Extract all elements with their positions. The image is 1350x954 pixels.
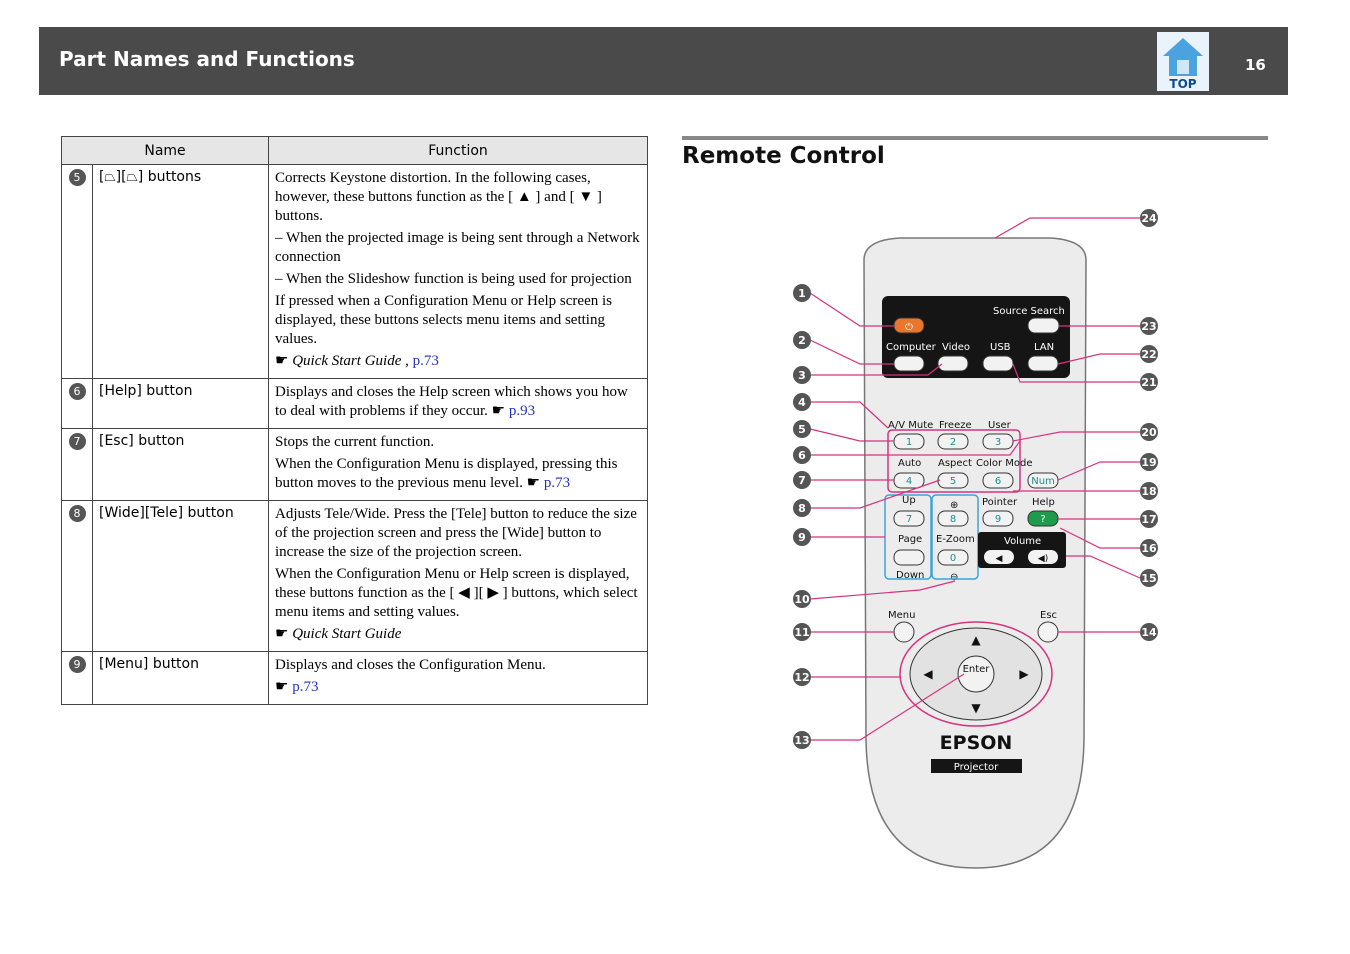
column-header-name: Name xyxy=(62,137,269,165)
reference-icon: ☛ xyxy=(275,353,289,369)
row-function: Adjusts Tele/Wide. Press the [Tele] button to reduce the size of the projection screen and press the [Wide] button to increase the size of the projection screen. When the Configuration Menu or Help screen is displayed, these buttons function as the [ ◀ ][ ▶ ] buttons, which select menu items and setting values. ☛ Quick Start Guide xyxy=(269,501,648,652)
usb-button[interactable] xyxy=(983,356,1013,371)
table-row xyxy=(62,501,648,652)
callout-number: 8 xyxy=(798,502,806,515)
page-link[interactable]: p.73 xyxy=(292,679,319,695)
video-button[interactable] xyxy=(938,356,968,371)
lan-button[interactable] xyxy=(1028,356,1058,371)
source-search-label: Source Search xyxy=(993,306,1065,317)
lan-label: LAN xyxy=(1034,342,1055,353)
row-number-badge: 6 xyxy=(69,383,86,400)
projector-label: Projector xyxy=(953,762,999,773)
key-4-label: 4 xyxy=(905,476,913,487)
callout-number: 12 xyxy=(794,671,810,684)
row-function: Displays and closes the Help screen which shows you how to deal with problems if they occur. ☛ p.93 xyxy=(269,379,648,429)
enter-label: Enter xyxy=(962,664,990,675)
left-callouts xyxy=(793,284,811,749)
key-6-label: 6 xyxy=(994,476,1002,487)
brand-logo: EPSON xyxy=(939,732,1013,754)
usb-label: USB xyxy=(990,342,1011,353)
volume-label: Volume xyxy=(1004,536,1042,547)
menu-button[interactable] xyxy=(894,622,914,642)
callout-number: 23 xyxy=(1141,320,1157,333)
callout-number: 22 xyxy=(1141,348,1157,361)
callout-number: 7 xyxy=(798,474,806,487)
row-number-badge: 9 xyxy=(69,656,86,673)
aspect-label: Aspect xyxy=(938,458,972,469)
callout-number: 16 xyxy=(1141,542,1157,555)
reference-icon: ☛ xyxy=(526,475,541,491)
callout-number: 6 xyxy=(798,449,806,462)
down-label: Down xyxy=(896,570,925,581)
section-title: Remote Control xyxy=(682,143,885,169)
key-0-label: 0 xyxy=(949,553,957,564)
remote-control-diagram xyxy=(760,200,1200,880)
callout-number: 15 xyxy=(1141,572,1157,585)
top-label: TOP xyxy=(1169,77,1197,91)
page-link[interactable]: p.73 xyxy=(543,475,571,491)
top-home-icon[interactable] xyxy=(1157,32,1209,91)
callout-number: 18 xyxy=(1141,485,1157,498)
esc-button[interactable] xyxy=(1038,622,1058,642)
table-row xyxy=(62,379,648,429)
up-arrow-icon[interactable]: ▲ xyxy=(971,633,981,647)
row-number-badge: 7 xyxy=(69,433,86,450)
callout-number: 5 xyxy=(798,423,806,436)
page-down-button[interactable] xyxy=(894,550,924,565)
row-number-badge: 5 xyxy=(69,169,86,186)
callout-number: 9 xyxy=(798,531,806,544)
callout-number: 1 xyxy=(798,287,806,300)
callout-number: 17 xyxy=(1141,513,1157,526)
num-label: Num xyxy=(1031,476,1055,487)
page-header xyxy=(39,27,1288,95)
zoom-out-icon: ⊖ xyxy=(950,572,959,583)
column-header-function: Function xyxy=(269,137,648,165)
volume-up-icon: ◀) xyxy=(1037,554,1049,564)
section-rule xyxy=(682,136,1268,140)
down-arrow-icon[interactable]: ▼ xyxy=(971,701,981,715)
callout-number: 4 xyxy=(798,396,806,409)
right-callouts xyxy=(1140,209,1158,641)
callout-number: 24 xyxy=(1141,212,1157,225)
reference-icon: ☛ xyxy=(275,679,289,695)
callout-number: 20 xyxy=(1141,426,1157,439)
callout-number: 19 xyxy=(1141,456,1157,469)
zoom-in-icon: ⊕ xyxy=(950,500,959,511)
reference-text: Quick Start Guide xyxy=(292,353,402,369)
color-mode-label: Color Mode xyxy=(976,458,1033,469)
callout-number: 10 xyxy=(794,593,810,606)
power-icon: ⏻ xyxy=(905,322,913,333)
left-arrow-icon[interactable]: ◀ xyxy=(923,667,933,681)
page-link[interactable]: p.93 xyxy=(508,403,536,419)
av-mute-label: A/V Mute xyxy=(888,420,934,431)
callout-number: 13 xyxy=(794,734,810,747)
reference-icon: ☛ xyxy=(491,403,506,419)
reference-text: Quick Start Guide xyxy=(292,626,402,642)
row-name: [⏢][⏢] buttons xyxy=(93,165,269,379)
pointer-label: Pointer xyxy=(982,497,1018,508)
row-name: [Wide][Tele] button xyxy=(93,501,269,652)
computer-label: Computer xyxy=(886,342,936,353)
row-number-badge: 8 xyxy=(69,505,86,522)
key-7-label: 7 xyxy=(905,514,913,525)
source-search-button[interactable] xyxy=(1028,318,1059,333)
row-name: [Esc] button xyxy=(93,429,269,501)
row-name: [Help] button xyxy=(93,379,269,429)
table-header-row xyxy=(62,137,648,165)
callout-number: 21 xyxy=(1141,376,1157,389)
key-5-label: 5 xyxy=(949,476,957,487)
video-label: Video xyxy=(942,342,971,353)
up-label: Up xyxy=(902,495,916,506)
page-number: 16 xyxy=(1245,56,1266,74)
callout-number: 11 xyxy=(794,626,810,639)
row-function: Corrects Keystone distortion. In the following cases, however, these buttons function as the [ ▲ ] and [ ▼ ] buttons. – When the projected image is being sent through a Network connection – When the Slideshow function is being used for projection If pressed when a Configuration Menu or Help screen is displayed, these buttons selects menu items and setting values. ☛ Quick Start Guide , p.73 xyxy=(269,165,648,379)
user-label: User xyxy=(988,420,1011,431)
table-row xyxy=(62,429,648,501)
key-8-label: 8 xyxy=(949,514,957,525)
table-row xyxy=(62,165,648,379)
row-function: Displays and closes the Configuration Menu. ☛ p.73 xyxy=(269,652,648,705)
auto-label: Auto xyxy=(898,458,922,469)
callout-number: 3 xyxy=(798,369,806,382)
ezoom-label: E-Zoom xyxy=(936,534,975,545)
key-2-label: 2 xyxy=(949,437,957,448)
table-row xyxy=(62,652,648,705)
key-1-label: 1 xyxy=(905,437,913,448)
esc-label: Esc xyxy=(1040,610,1058,621)
right-arrow-icon[interactable]: ▶ xyxy=(1019,667,1029,681)
callout-number: 14 xyxy=(1141,626,1157,639)
volume-down-icon: ◀ xyxy=(995,554,1003,564)
page-title: Part Names and Functions xyxy=(59,47,355,71)
reference-icon: ☛ xyxy=(275,626,289,642)
help-label: Help xyxy=(1032,497,1055,508)
function-table xyxy=(61,136,648,705)
page-label: Page xyxy=(898,534,923,545)
page-link[interactable]: p.73 xyxy=(412,353,439,369)
help-question-icon: ? xyxy=(1040,514,1046,525)
freeze-label: Freeze xyxy=(939,420,972,431)
row-function: Stops the current function. When the Configuration Menu is displayed, pressing this button moves to the previous menu level. ☛ p.73 xyxy=(269,429,648,501)
callout-number: 2 xyxy=(798,334,806,347)
key-9-label: 9 xyxy=(994,514,1002,525)
menu-label: Menu xyxy=(888,610,916,621)
key-3-label: 3 xyxy=(994,437,1002,448)
computer-button[interactable] xyxy=(894,356,924,371)
row-name: [Menu] button xyxy=(93,652,269,705)
